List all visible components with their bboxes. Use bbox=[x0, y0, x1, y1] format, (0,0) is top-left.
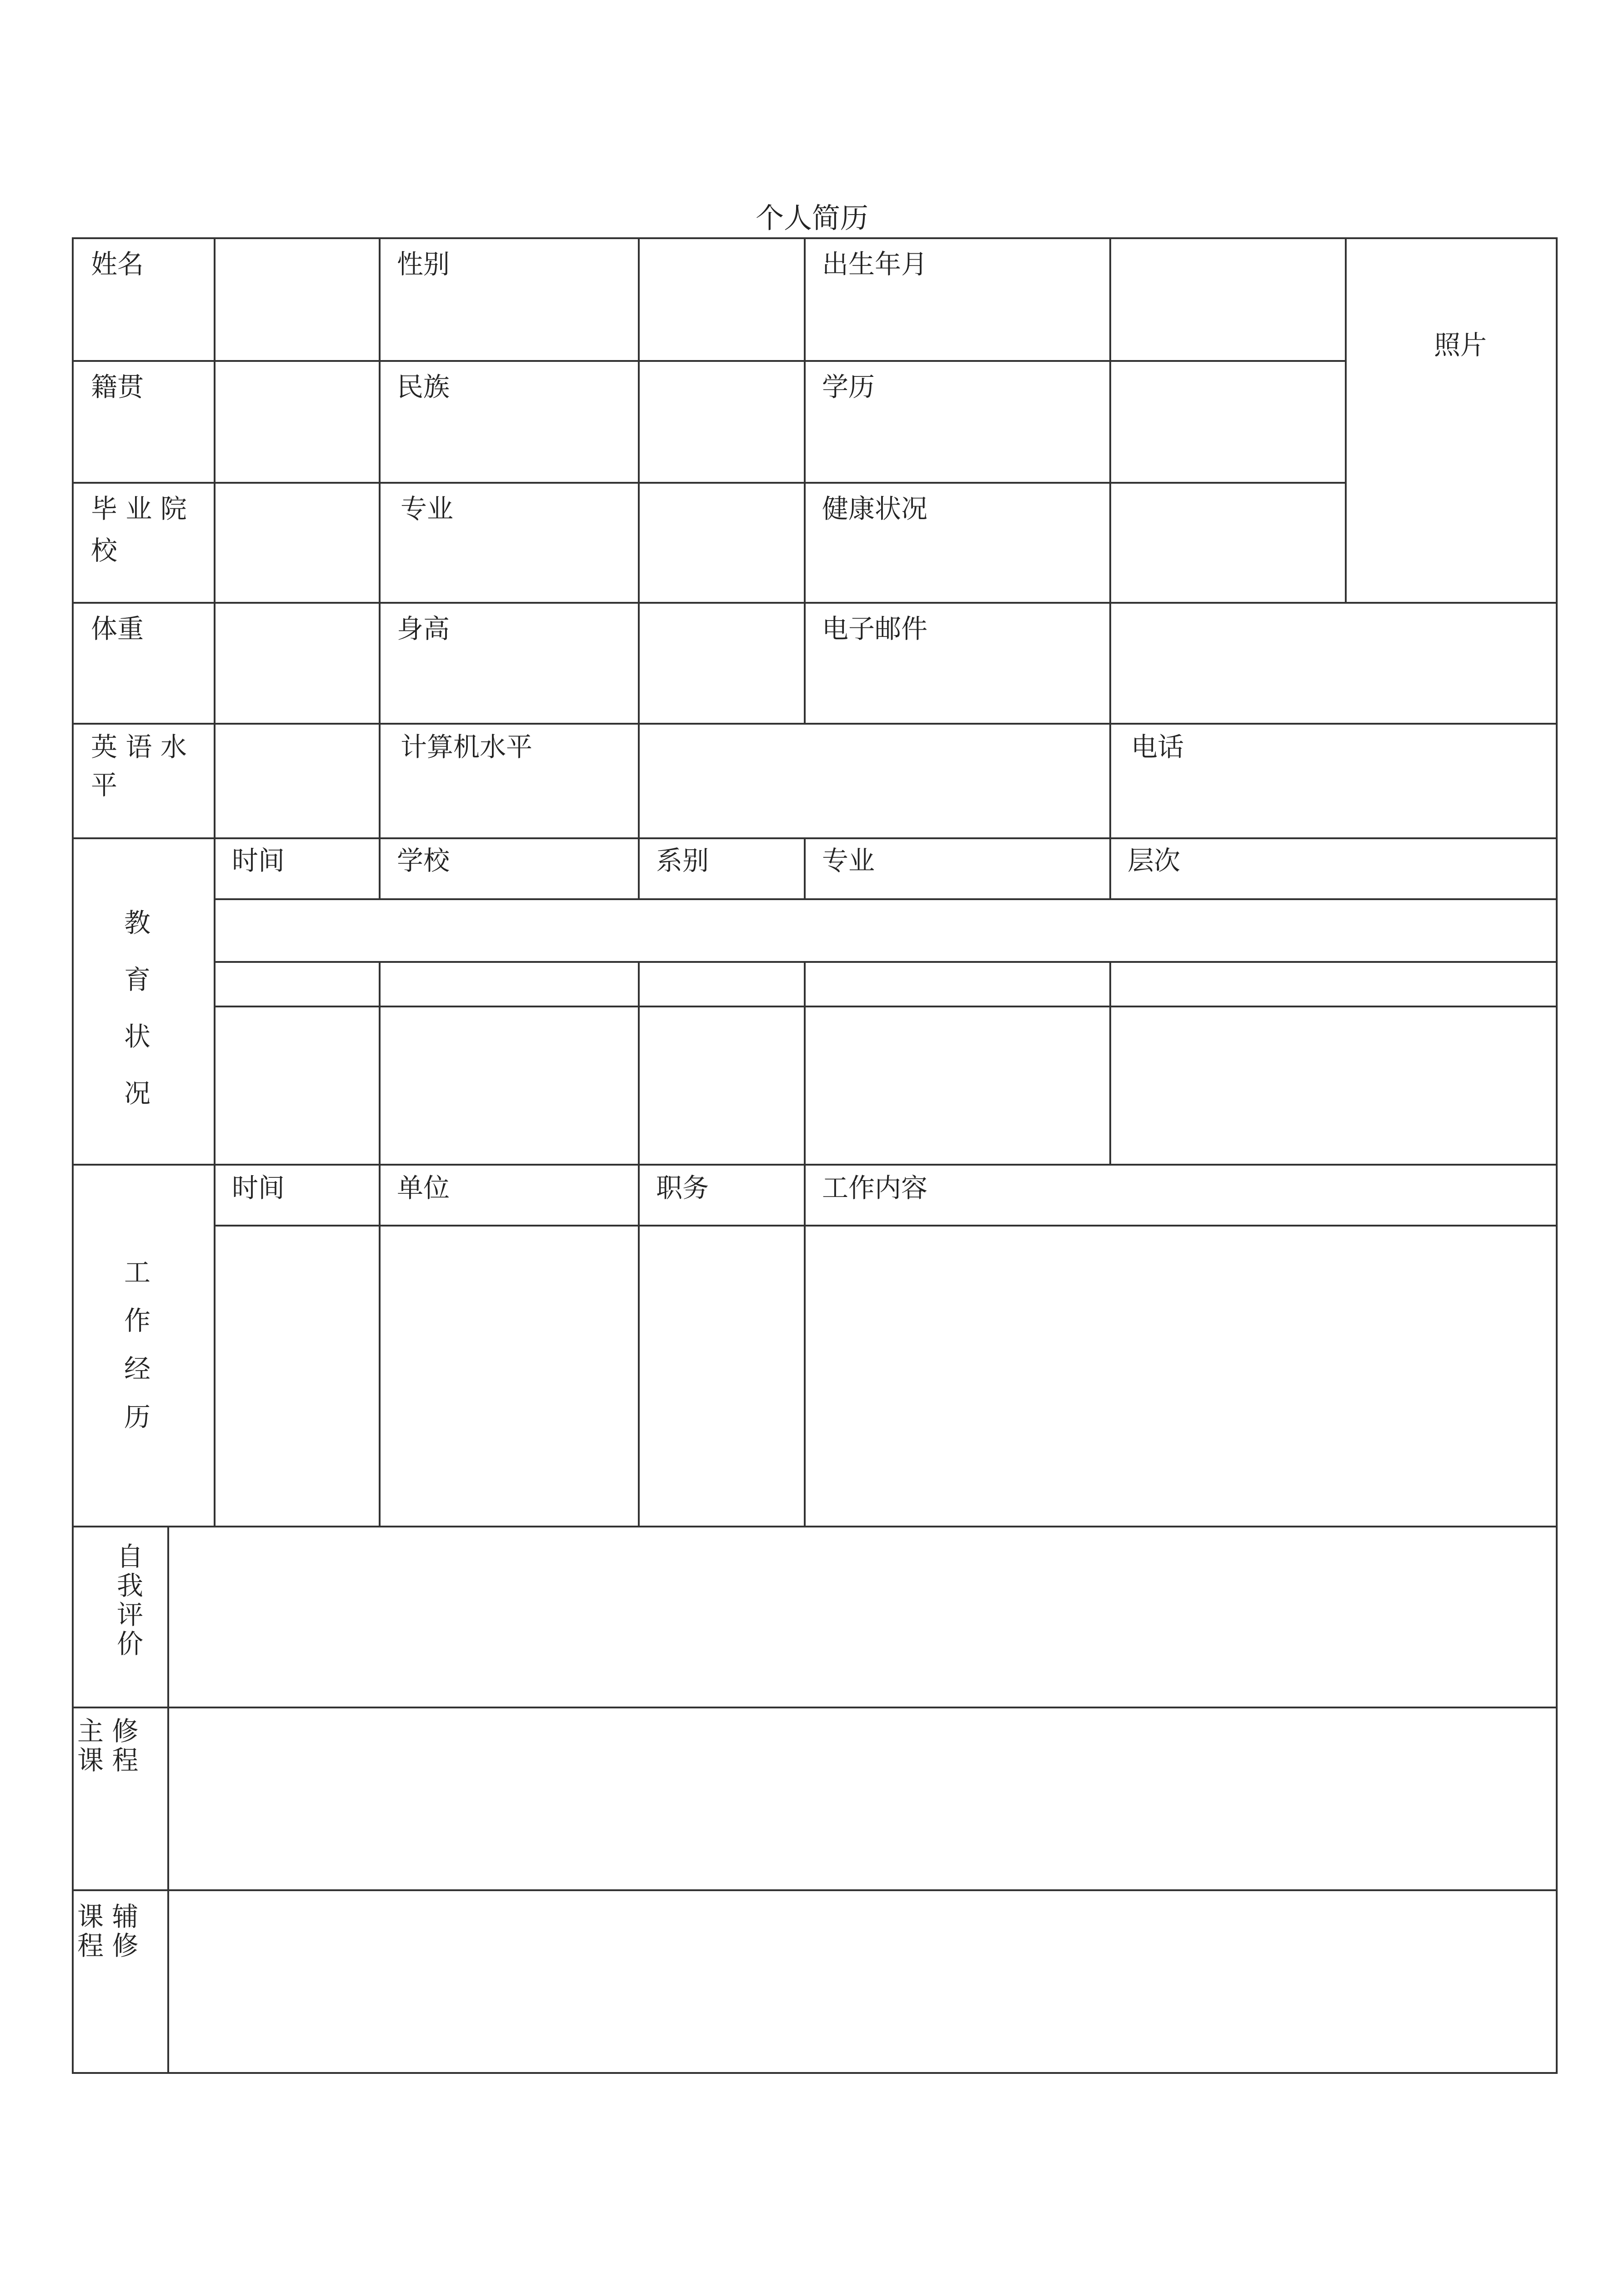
email-label: 电子邮件 bbox=[822, 613, 928, 644]
edu-header-level bbox=[1109, 837, 1558, 900]
work-row-time[interactable] bbox=[214, 1225, 381, 1527]
self-eval-label-char: 评 bbox=[116, 1599, 143, 1630]
computer-label: 计算机水平 bbox=[401, 731, 533, 762]
school-value-cell[interactable] bbox=[214, 482, 381, 604]
minor-courses-label-line1: 课 辅 bbox=[77, 1901, 139, 1932]
edu-row-2-time[interactable] bbox=[214, 1006, 381, 1166]
edu-row-2-department[interactable] bbox=[638, 1006, 806, 1166]
education-label-char: 教 bbox=[124, 907, 150, 938]
major-label: 专业 bbox=[401, 493, 454, 524]
native-label-cell bbox=[72, 360, 216, 484]
minor-courses-value-cell[interactable] bbox=[167, 1889, 1558, 2074]
major-label-cell bbox=[379, 482, 640, 604]
school-label-line2: 校 bbox=[91, 535, 118, 566]
edu-row-1-level[interactable] bbox=[1109, 961, 1558, 1007]
work-label-char: 经 bbox=[124, 1353, 150, 1384]
english-label-line1: 英 语 水 bbox=[91, 731, 187, 762]
ethnic-label: 民族 bbox=[397, 371, 450, 402]
self-eval-label-char: 价 bbox=[116, 1628, 143, 1659]
computer-label-cell bbox=[379, 723, 640, 839]
main-courses-label-line2: 课 程 bbox=[77, 1745, 139, 1776]
health-label: 健康状况 bbox=[822, 493, 928, 524]
name-label: 姓名 bbox=[91, 249, 144, 280]
main-courses-value-cell[interactable] bbox=[167, 1707, 1558, 1891]
photo-label: 照片 bbox=[1434, 330, 1487, 360]
work-label-char: 作 bbox=[124, 1305, 150, 1336]
native-label: 籍贯 bbox=[91, 371, 144, 402]
work-header-content-label: 工作内容 bbox=[822, 1172, 928, 1203]
work-row-content[interactable] bbox=[804, 1225, 1558, 1527]
edu-header-time-label: 时间 bbox=[232, 845, 285, 876]
edu-header-time bbox=[214, 837, 381, 900]
education-label-cell bbox=[804, 360, 1111, 484]
self-eval-label bbox=[112, 1542, 148, 1658]
main-courses-label-line1: 主 修 bbox=[77, 1716, 139, 1747]
edu-row-2-school[interactable] bbox=[379, 1006, 640, 1166]
work-header-content bbox=[804, 1164, 1558, 1227]
education-label-char: 况 bbox=[124, 1078, 150, 1109]
photo-cell[interactable] bbox=[1345, 237, 1558, 604]
ethnic-value-cell[interactable] bbox=[638, 360, 806, 484]
work-header-employer-label: 单位 bbox=[397, 1172, 450, 1203]
computer-value-cell[interactable] bbox=[638, 723, 1111, 839]
major-value-cell[interactable] bbox=[638, 482, 806, 604]
height-value-cell[interactable] bbox=[638, 602, 806, 725]
gender-label: 性别 bbox=[397, 249, 450, 280]
phone-label: 电话 bbox=[1131, 731, 1184, 762]
edu-row-2-major[interactable] bbox=[804, 1006, 1111, 1166]
height-label: 身高 bbox=[397, 613, 450, 644]
education-label: 学历 bbox=[822, 371, 875, 402]
edu-row-1-department[interactable] bbox=[638, 961, 806, 1007]
edu-header-school bbox=[379, 837, 640, 900]
work-header-employer bbox=[379, 1164, 640, 1227]
edu-header-major-label: 专业 bbox=[822, 845, 875, 876]
weight-label-cell bbox=[72, 602, 216, 725]
education-section-label bbox=[119, 895, 155, 1122]
birth-label: 出生年月 bbox=[822, 249, 928, 280]
work-row-employer[interactable] bbox=[379, 1225, 640, 1527]
school-label-cell bbox=[72, 482, 216, 604]
email-label-cell bbox=[804, 602, 1111, 725]
edu-row-1-time[interactable] bbox=[214, 961, 381, 1007]
edu-header-school-label: 学校 bbox=[397, 845, 450, 876]
work-header-position bbox=[638, 1164, 806, 1227]
native-value-cell[interactable] bbox=[214, 360, 381, 484]
edu-merged-row[interactable] bbox=[214, 898, 1558, 963]
education-label-char: 状 bbox=[124, 1021, 150, 1052]
edu-header-major bbox=[804, 837, 1111, 900]
name-value-cell[interactable] bbox=[214, 237, 381, 362]
health-label-cell bbox=[804, 482, 1111, 604]
minor-courses-label-line2: 程 修 bbox=[77, 1930, 139, 1961]
edu-header-department bbox=[638, 837, 806, 900]
school-label-line1: 毕 业 院 bbox=[91, 493, 187, 524]
work-label-char: 历 bbox=[124, 1402, 150, 1432]
work-row-position[interactable] bbox=[638, 1225, 806, 1527]
english-label-line2: 平 bbox=[91, 770, 118, 801]
minor-courses-label-cell bbox=[72, 1889, 169, 2074]
weight-label: 体重 bbox=[91, 613, 144, 644]
edu-header-department-label: 系别 bbox=[656, 845, 709, 876]
education-label-char: 育 bbox=[124, 964, 150, 995]
edu-row-2-level[interactable] bbox=[1109, 1006, 1558, 1166]
edu-row-1-school[interactable] bbox=[379, 961, 640, 1007]
edu-header-level-label: 层次 bbox=[1128, 845, 1181, 876]
edu-row-1-major[interactable] bbox=[804, 961, 1111, 1007]
work-header-time bbox=[214, 1164, 381, 1227]
work-header-time-label: 时间 bbox=[232, 1172, 285, 1203]
self-eval-label-char: 自 bbox=[116, 1541, 143, 1572]
birth-value-cell[interactable] bbox=[1109, 237, 1347, 362]
birth-label-cell bbox=[804, 237, 1111, 362]
page-title: 个人简历 bbox=[755, 201, 868, 235]
email-value-cell[interactable] bbox=[1109, 602, 1558, 725]
main-courses-label-cell bbox=[72, 1707, 169, 1891]
self-eval-label-char: 我 bbox=[116, 1570, 143, 1601]
gender-value-cell[interactable] bbox=[638, 237, 806, 362]
english-label-cell bbox=[72, 723, 216, 839]
phone-cell[interactable] bbox=[1109, 723, 1558, 839]
self-eval-value-cell[interactable] bbox=[167, 1526, 1558, 1708]
ethnic-label-cell bbox=[379, 360, 640, 484]
work-label-char: 工 bbox=[124, 1257, 150, 1288]
height-label-cell bbox=[379, 602, 640, 725]
work-header-position-label: 职务 bbox=[656, 1172, 709, 1203]
education-value-cell[interactable] bbox=[1109, 360, 1347, 484]
english-value-cell[interactable] bbox=[214, 723, 381, 839]
gender-label-cell bbox=[379, 237, 640, 362]
work-section-label bbox=[119, 1248, 155, 1441]
health-value-cell[interactable] bbox=[1109, 482, 1347, 604]
weight-value-cell[interactable] bbox=[214, 602, 381, 725]
name-label-cell bbox=[72, 237, 216, 362]
